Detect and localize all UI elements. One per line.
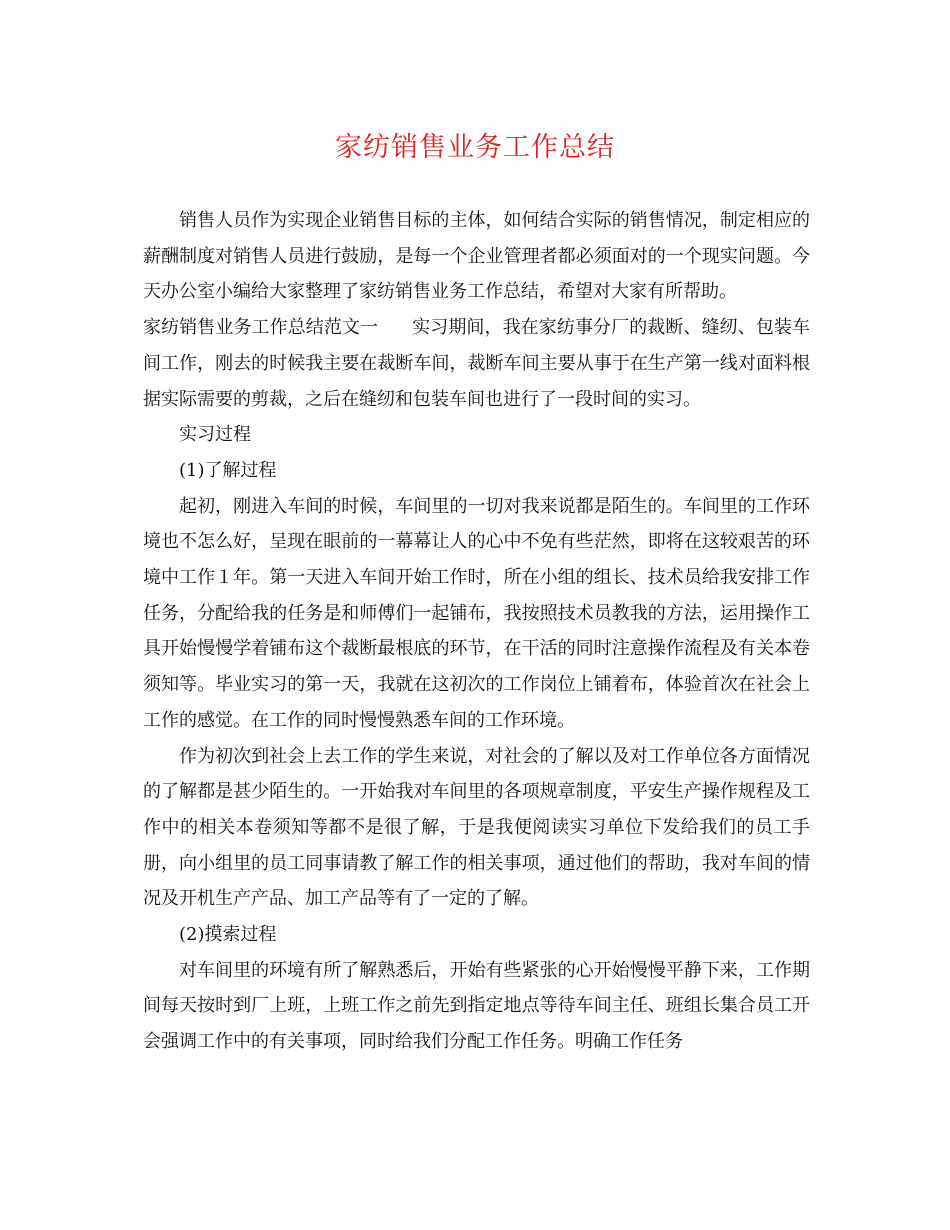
step1-paragraph-2: 作为初次到社会上去工作的学生来说，对社会的了解以及对工作单位各方面情况的了解都是甚少陌生的。一开始我对车间里的各项规章制度，平安生产操作规程及工作中的相关本卷须知等都不是很了解，于是我便阅读实习单位下发给我们的员工手册，向小组里的员工同事请教了解工作的相关事项，通过他们的帮助，我对车间的情况及开机生产产品、加工产品等有了一定的了解。: [143, 745, 810, 910]
sample-heading: 家纺销售业务工作总结范文一: [143, 317, 379, 339]
step2-paragraph-1: 对车间里的环境有所了解熟悉后，开始有些紧张的心开始慢慢平静下来，工作期间每天按时到厂上班，上班工作之前先到指定地点等待车间主任、班组长集合员工开会强调工作中的有关事项，同时给我们分配工作任务。明确工作任务: [143, 959, 810, 1053]
sample-text: 实习期间，我在家纺事分厂的裁断、缝纫、包装车间工作，刚去的时候我主要在裁断车间，裁断车间主要从事于在生产第一线对面料根据实际需要的剪裁，之后在缝纫和包装车间也进行了一段时间的实习。: [143, 317, 811, 410]
sample-paragraph: [143, 310, 810, 417]
step2-heading: (2)摸索过程: [179, 924, 277, 946]
intro-paragraph: 销售人员作为实现企业销售目标的主体，如何结合实际的销售情况，制定相应的薪酬制度对销售人员进行鼓励，是每一个企业管理者都必须面对的一个现实问题。今天办公室小编给大家整理了家纺销售业务工作总结，希望对大家有所帮助。: [143, 210, 810, 303]
step1-paragraph-1: 起初，刚进入车间的时候，车间里的一切对我来说都是陌生的。车间里的工作环境也不怎么好，呈现在眼前的一幕幕让人的心中不免有些茫然，即将在这较艰苦的环境中工作１年。第一天进入车间开始工作时，所在小组的组长、技术员给我安排工作任务，分配给我的任务是和师傅们一起铺布，我按照技术员教我的方法，运用操作工具开始慢慢学着铺布这个裁断最根底的环节，在干活的同时注意操作流程及有关本卷须知等。毕业实习的第一天，我就在这初次的工作岗位上铺着布，体验首次在社会上工作的感觉。在工作的同时慢慢熟悉车间的工作环境。: [143, 495, 810, 731]
process-heading: 实习过程: [179, 424, 251, 446]
document-body: [143, 203, 810, 1060]
document-title: 家纺销售业务工作总结: [335, 132, 615, 163]
step1-heading: (1)了解过程: [179, 459, 277, 481]
